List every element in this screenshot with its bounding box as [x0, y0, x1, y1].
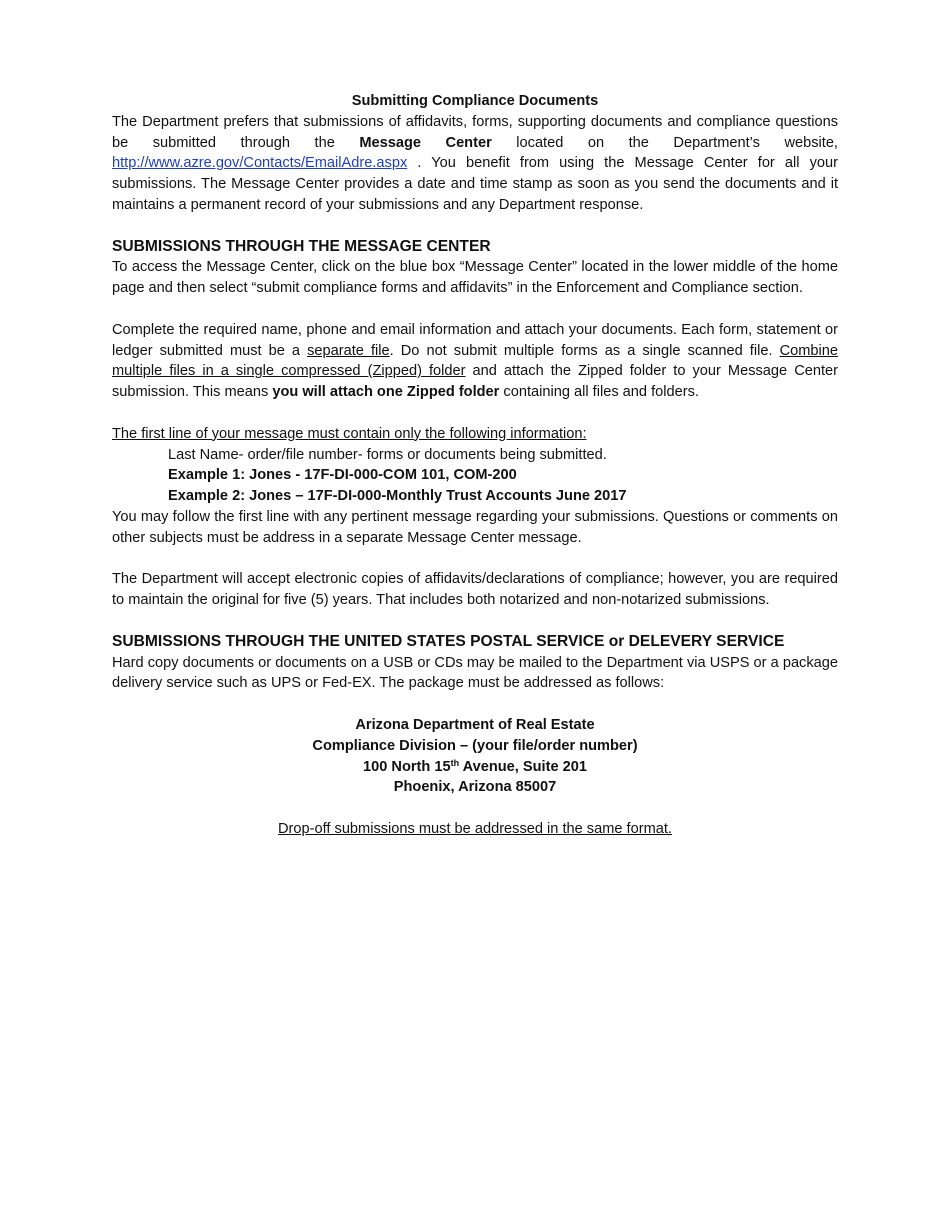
mailing-address [112, 715, 838, 798]
dropoff-note [112, 819, 838, 840]
message-center-heading: SUBMISSIONS THROUGH THE MESSAGE CENTER [112, 237, 491, 255]
follow-paragraph: You may follow the first line with any pertinent message regarding your submissions. Questions or comments on other subjects must be address in a separate Message Center message. [112, 508, 838, 546]
attach-text-d: containing all files and folders. [499, 384, 699, 401]
zipped-folder-bold: you will attach one Zipped folder [272, 384, 500, 401]
dropoff-note-text: Drop-off submissions must be addressed in the same format. [278, 820, 672, 837]
address-line-3-sup: th [450, 757, 460, 768]
intro-paragraph [112, 112, 838, 216]
separate-file-underline: separate file [307, 342, 390, 359]
intro-text-1: The Department prefers that submissions of affidavits, forms, supporting documents and compliance questions be submitted through the [112, 113, 838, 151]
page-title: Submitting Compliance Documents [351, 93, 599, 109]
attach-text-a: Complete the required name, phone and email information and attach your documents. Each form, statement or ledger submitted must be a [112, 321, 838, 359]
combine-files-underline: Combine multiple files in a single compressed (Zipped) folder [112, 342, 838, 380]
format-line: Last Name- order/file number- forms or documents being submitted. [168, 446, 607, 463]
example-1: Example 1: Jones - 17F-DI-000-COM 101, COM-200 [168, 467, 517, 484]
hard-copy-paragraph: Hard copy documents or documents on a USB or CDs may be mailed to the Department via USPS or a package delivery service such as UPS or Fed-EX. The package must be addressed as follows: [112, 654, 838, 692]
address-line-2: Compliance Division – (your file/order number) [312, 737, 638, 754]
intro-text-2: located on the Department’s website, [491, 134, 838, 151]
access-paragraph: To access the Message Center, click on the blue box “Message Center” located in the lower middle of the home page and then select “submit compliance forms and affidavits” in the Enforcement and Compliance section. [112, 259, 838, 297]
address-line-3-a: 100 North 15 [363, 758, 451, 775]
attach-text-c: and attach the Zipped folder to your Message Center submission. This means [112, 363, 838, 401]
address-line-3-b: Avenue, Suite 201 [459, 758, 587, 775]
example-2: Example 2: Jones – 17F-DI-000-Monthly Trust Accounts June 2017 [168, 488, 627, 505]
attach-text-b: . Do not submit multiple forms as a single scanned file. [389, 342, 780, 359]
first-line-heading-text: The first line of your message must contain only the following information: [112, 425, 587, 442]
electronic-copies-paragraph: The Department will accept electronic copies of affidavits/declarations of compliance; however, you are required to maintain the original for five (5) years. That includes both notarized and non-notarized submissions. [112, 571, 838, 609]
address-line-4: Phoenix, Arizona 85007 [393, 779, 557, 796]
attach-paragraph [112, 320, 838, 403]
address-line-1: Arizona Department of Real Estate [355, 716, 595, 733]
address-line-3 [112, 757, 838, 778]
message-center-link[interactable]: http://www.azre.gov/Contacts/EmailAdre.aspx [112, 155, 408, 172]
intro-text-3: . You benefit from using the Message Center for all your submissions. The Message Center provides a date and time stamp as soon as you send the documents and it maintains a permanent record of your submissions and any Department response. [112, 155, 838, 213]
document-page [112, 91, 838, 840]
postal-service-heading: SUBMISSIONS THROUGH THE UNITED STATES POSTAL SERVICE or DELEVERY SERVICE [112, 632, 785, 650]
intro-message-center-bold: Message Center [359, 134, 492, 151]
first-line-heading [112, 424, 838, 445]
